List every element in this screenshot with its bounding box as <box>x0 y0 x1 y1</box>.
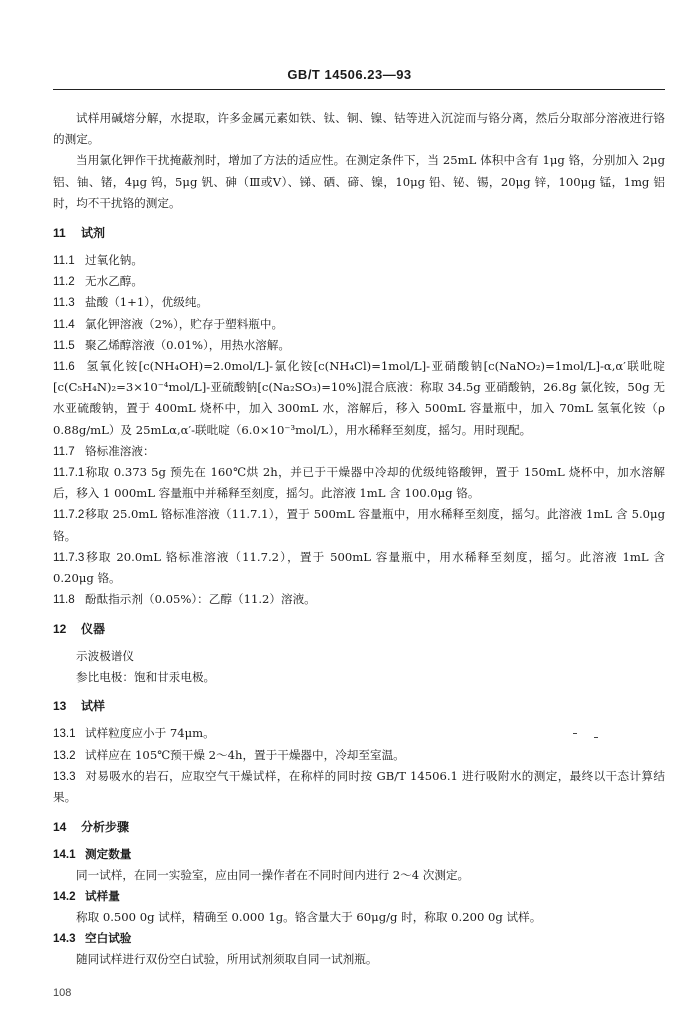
section-number: 13 <box>53 699 67 714</box>
clause-text: 氯化钾溶液（2%），贮存于塑料瓶中。 <box>85 316 284 331</box>
scan-mark <box>573 733 577 734</box>
section-number: 12 <box>53 622 67 637</box>
clause-14-1-heading <box>53 844 665 865</box>
clause-number: 11.4 <box>53 317 75 331</box>
section-title: 分析步骤 <box>81 820 130 835</box>
clause-14-2-text: 称取 0.500 0g 试样，精确至 0.000 1g。铬含量大于 60μg/g 时，称取 0.200 0g 试样。 <box>76 910 542 925</box>
clause-11-7-1 <box>53 462 665 504</box>
clause-11-8 <box>53 589 665 610</box>
clause-11-4 <box>53 314 665 335</box>
standard-code-header: GB/T 14506.23—93 <box>287 67 412 82</box>
clause-14-3-text: 随同试样进行双份空白试验，所用试剂须取自同一试剂瓶。 <box>76 951 378 966</box>
clause-text: 铬标准溶液： <box>85 443 155 458</box>
clause-13-2 <box>53 745 665 766</box>
clause-text: 移取 25.0mL 铬标准溶液（11.7.1），置于 500mL 容量瓶中，用水稀释至刻度，摇匀。此溶液 1mL 含 5.0μg 铬。 <box>53 507 665 543</box>
clause-number: 11.6 <box>53 360 75 374</box>
instrument-line-2: 参比电极：饱和甘汞电极。 <box>76 669 216 684</box>
clause-text: 酚酞指示剂（0.05%）：乙醇（11.2）溶液。 <box>85 592 316 607</box>
section-11-heading <box>53 223 665 243</box>
section-number: 14 <box>53 820 67 835</box>
clause-11-7 <box>53 441 665 462</box>
section-14-heading <box>53 817 665 837</box>
clause-text: 对易吸水的岩石，应取空气干燥试样，在称样的同时按 GB/T 14506.1 进行吸附水的测定，最终以干态计算结果。 <box>53 768 665 805</box>
section-title: 试样 <box>81 699 106 714</box>
section-title: 试剂 <box>81 226 106 241</box>
scan-mark <box>594 737 598 738</box>
clause-text: 过氧化钠。 <box>85 253 143 268</box>
clause-number: 11.2 <box>53 275 75 289</box>
clause-11-6 <box>53 356 665 441</box>
instrument-line-1: 示波极谱仪 <box>76 649 134 664</box>
clause-11-5 <box>53 335 665 356</box>
clause-13-1 <box>53 723 665 744</box>
clause-number: 11.8 <box>53 593 75 607</box>
clause-11-1 <box>53 250 665 271</box>
clause-text: 移取 20.0mL 铬标准溶液（11.7.2），置于 500mL 容量瓶中，用水稀释至刻度，摇匀。此溶液 1mL 含 0.20μg 铬。 <box>53 549 665 586</box>
clause-14-2-heading <box>53 886 665 907</box>
intro-paragraph-2: 当用氯化钾作干扰掩蔽剂时，增加了方法的适应性。在测定条件下，当 25mL 体积中含有 1μg 铬，分别加入 2μg 铝、铀、锗，4μg 钨，5μg 钒、砷（Ⅲ或Ⅴ）、锑、硒、碲、镍，10μg 铅、铋、锡，20μg 锌，100μg 锰，1mg 铝时，均不干扰铬的测定。 <box>53 153 665 210</box>
clause-11-7-2 <box>53 504 665 546</box>
clause-14-1-text: 同一试样，在同一实验室，应由同一操作者在不同时间内进行 2～4 次测定。 <box>76 868 470 883</box>
clause-text: 试样应在 105℃预干燥 2～4h，置于干燥器中，冷却至室温。 <box>85 747 405 762</box>
clause-11-2 <box>53 271 665 292</box>
clause-title: 试样量 <box>85 888 120 903</box>
clause-text: 聚乙烯醇溶液（0.01%），用热水溶解。 <box>85 337 290 352</box>
clause-number: 11.1 <box>53 254 75 268</box>
clause-number: 11.7.3 <box>53 550 85 564</box>
clause-11-3 <box>53 292 665 313</box>
section-13-heading <box>53 696 665 716</box>
section-number: 11 <box>53 226 66 241</box>
clause-text: 称取 0.373 5g 预先在 160℃烘 2h，并已于干燥器中冷却的优级纯铬酸钾，置于 150mL 烧杯中，加水溶解后，移入 1 000mL 容量瓶中并稀释至刻度，摇匀。此溶液 1mL 含 100.0μg 铬。 <box>53 465 665 501</box>
clause-13-3 <box>53 766 665 808</box>
clause-number: 14.2 <box>53 889 76 903</box>
section-12-heading <box>53 619 665 639</box>
clause-number: 11.7.2 <box>53 508 85 522</box>
clause-text: 盐酸（1+1），优级纯。 <box>85 295 209 310</box>
clause-text: 试样粒度应小于 74μm。 <box>85 726 215 741</box>
clause-11-7-3 <box>53 547 665 589</box>
section-title: 仪器 <box>81 622 106 637</box>
header-rule <box>53 89 665 90</box>
clause-number: 13.2 <box>53 748 76 762</box>
clause-number: 11.5 <box>53 338 75 352</box>
clause-text: 氢氧化铵[c(NH₄OH)=2.0mol/L]-氯化铵[c(NH₄Cl)=1mol/L]-亚硝酸钠[c(NaNO₂)=1mol/L]-α,α′联吡啶[c(C₅H₄N)₂=3×10⁻⁴mol/L]-亚硫酸钠[c(Na₂SO₃)=10%]混合底液：称取 34.5g 亚硝酸钠，26.8g 氯化铵，50g 无水亚硫酸钠，置于 400mL 烧杯中，加入 300mL 水，溶解后，移入 500mL 容量瓶中，加入 70mL 氢氧化铵（ρ 0.88g/mL）及 25mLα,α′-联吡啶（6.0×10⁻³mol/L），用水稀释至刻度，摇匀。用时现配。 <box>53 359 665 437</box>
clause-text: 无水乙醇。 <box>85 274 143 289</box>
page-number: 108 <box>53 987 72 999</box>
clause-number: 11.3 <box>53 296 75 310</box>
document-body <box>53 108 665 969</box>
clause-14-3-heading <box>53 928 665 949</box>
clause-number: 14.3 <box>53 931 76 945</box>
clause-number: 11.7.1 <box>53 466 85 480</box>
clause-number: 13.3 <box>53 769 76 783</box>
clause-number: 14.1 <box>53 848 76 862</box>
clause-number: 13.1 <box>53 727 76 741</box>
clause-number: 11.7 <box>53 444 75 458</box>
intro-paragraph-1: 试样用碱熔分解，水提取，许多金属元素如铁、钛、铜、镍、钴等进入沉淀而与铬分离，然后分取部分溶液进行铬的测定。 <box>53 111 665 147</box>
clause-title: 空白试验 <box>85 930 132 945</box>
clause-title: 测定数量 <box>85 847 132 862</box>
